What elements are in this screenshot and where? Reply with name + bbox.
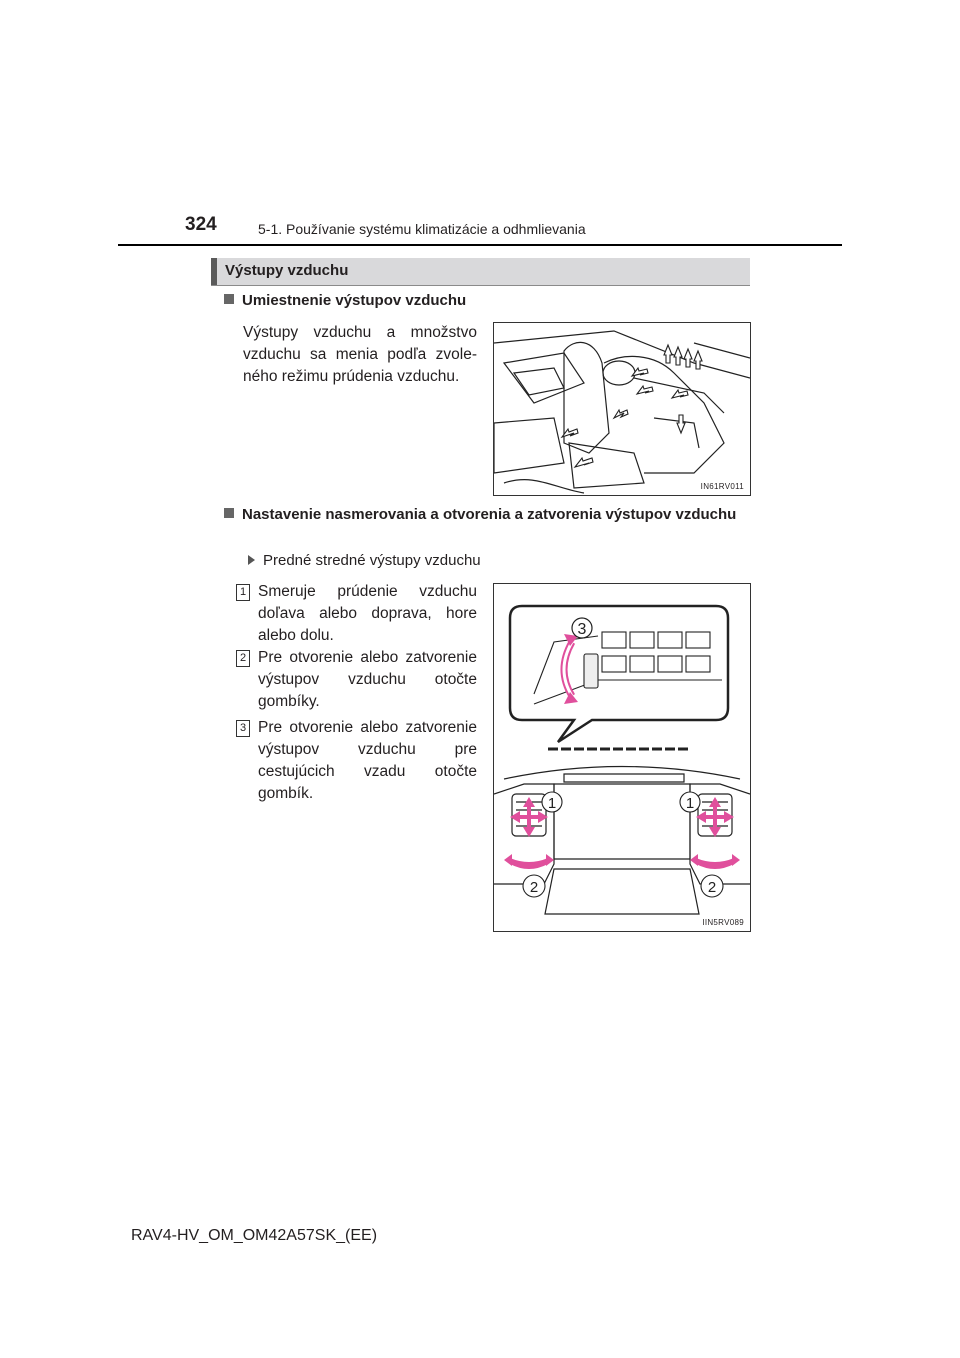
subheading-front-center-outlets (248, 552, 481, 569)
square-bullet-icon (224, 508, 234, 518)
page-number: 324 (185, 214, 217, 235)
callout-1-left-label: 1 (547, 795, 557, 812)
heading-air-outlet-location (224, 292, 466, 309)
item-number-1: 1 (236, 584, 250, 601)
section-title: Výstupy vzduchu (225, 262, 349, 279)
header-rule (118, 244, 842, 246)
location-paragraph: Výstupy vzduchu a množstvo vzduchu sa menia podľa zvoleného režimu prúdenia vzduchu. (243, 324, 477, 385)
triangle-bullet-icon (248, 555, 255, 565)
heading-text: Nastavenie nasmerovania a otvorenia a zatvorenia výstupov vzduchu (242, 506, 737, 523)
heading-outlet-adjustment (224, 503, 744, 527)
item-number-2: 2 (236, 650, 250, 667)
callout-2-right-label: 2 (707, 879, 717, 896)
subheading-text: Predné stredné výstupy vzduchu (263, 552, 481, 569)
airflow-arrows (562, 345, 702, 467)
section-bar (211, 258, 750, 286)
callout-3-label: 3 (577, 621, 587, 638)
chapter-title: 5-1. Používanie systému klimatizácie a odhmlievania (258, 221, 586, 237)
cabin-illustration (494, 323, 750, 495)
square-bullet-icon (224, 294, 234, 304)
figure-dashboard-vents (493, 583, 751, 932)
item-text-2: Pre otvorenie alebo zatvorenie výstupov vzduchu otočte gombíky. (258, 649, 477, 710)
figure-cabin-outlets (493, 322, 751, 496)
footer-model-code: RAV4-HV_OM_OM42A57SK_(EE) (131, 1227, 378, 1244)
heading-text: Umiestnenie výstupov vzduchu (242, 292, 467, 309)
item-text-3: Pre otvorenie alebo zatvorenie výstupov vzduchu pre cestujúcich vzadu otočte gombík. (258, 719, 477, 802)
item-number-3: 3 (236, 720, 250, 737)
figure-code: IIN5RV089 (702, 918, 744, 927)
vent-direction-arrows (504, 797, 740, 869)
callout-1-right-label: 1 (685, 795, 695, 812)
section-accent (211, 258, 217, 285)
figure-code: IN61RV011 (700, 482, 744, 491)
callout-2-left-label: 2 (529, 879, 539, 896)
item-text-1: Smeruje prúdenie vzduchu doľava alebo doprava, hore alebo dolu. (258, 583, 477, 644)
dashboard-illustration (494, 584, 750, 931)
